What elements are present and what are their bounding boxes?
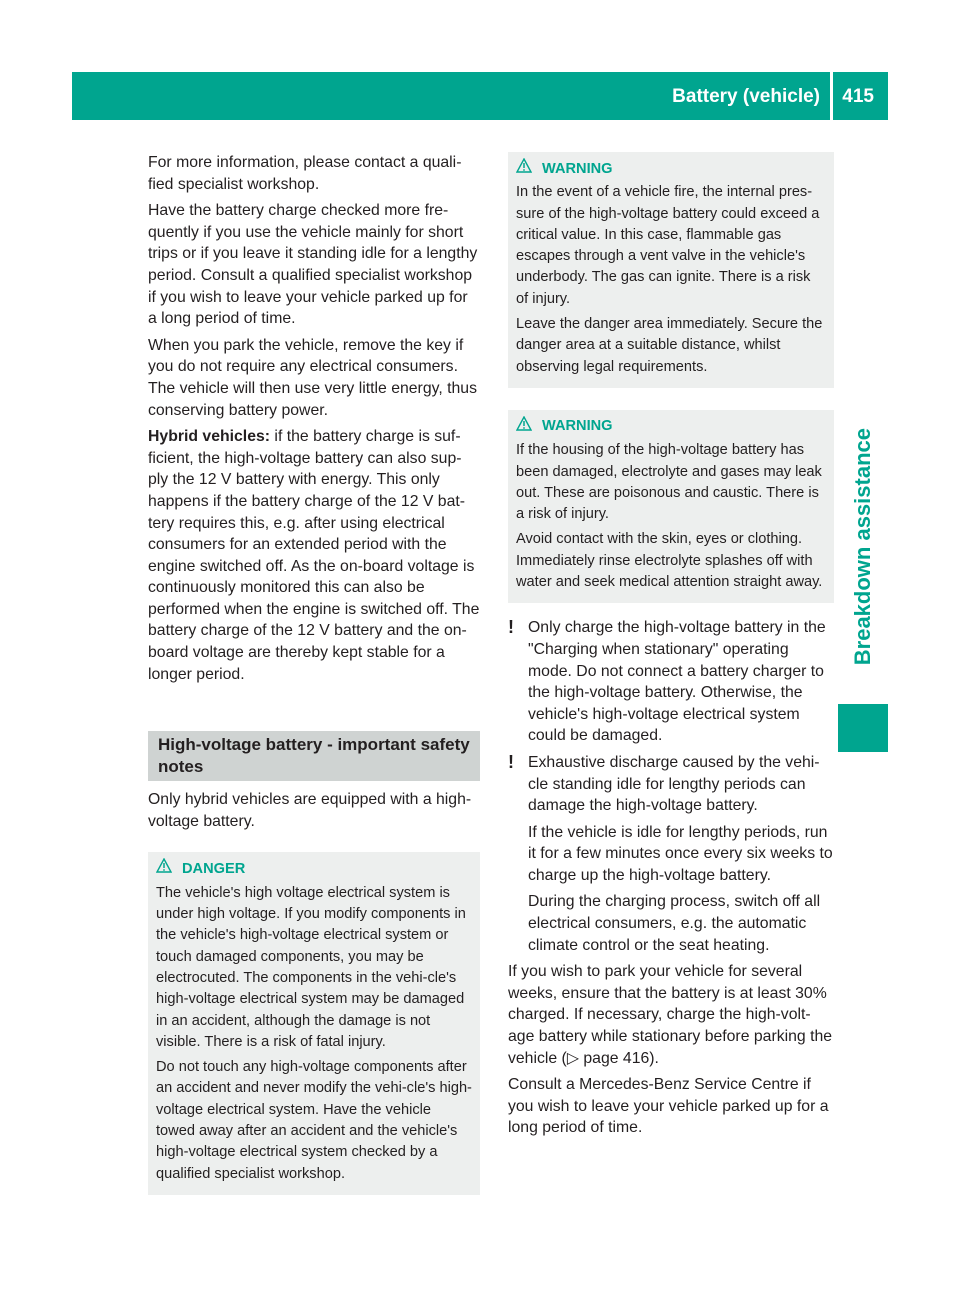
- paragraph: Have the battery charge checked more fre-quently if you use the vehicle mainly for short trips or if you leave it standing idle for a lengthy period. Consult a qualified specialist workshop if you wish to leave your vehicle parked up for a long period of time.: [148, 202, 478, 328]
- left-column: [148, 152, 480, 1209]
- caution-text: Only charge the high-voltage battery in the "Charging when stationary" operating mode. Do not connect a battery charger to the high-voltage battery. Otherwise, the vehicle's high-voltage electrical system could be damaged.: [528, 619, 826, 745]
- caution-text: If the vehicle is idle for lengthy periods, run it for a few minutes once every six weeks to charge up the high-voltage battery.: [528, 823, 833, 884]
- paragraph-hybrid: [148, 426, 480, 685]
- page-header: [72, 72, 888, 120]
- hybrid-label: Hybrid vehicles:: [148, 428, 271, 446]
- danger-notice: [148, 852, 480, 1194]
- paragraph: Only hybrid vehicles are equipped with a high-voltage battery.: [148, 791, 472, 830]
- warning-title: WARNING: [542, 160, 613, 177]
- paragraph-park: If you wish to park your vehicle for several weeks, ensure that the battery is at least 30% charged. If necessary, charge the high-volt-age battery while stationary before parking the vehicle (▷ page 416).: [508, 963, 833, 1067]
- paragraph: When you park the vehicle, remove the key if you do not require any electrical consumers. The vehicle will then use very little energy, thus conserving battery power.: [148, 336, 477, 419]
- caution-text: Exhaustive discharge caused by the vehi-cle standing idle for lengthy periods can damage the high-voltage battery.: [528, 753, 820, 815]
- warning-triangle-icon: [516, 158, 532, 180]
- chapter-title: Battery (vehicle): [672, 86, 820, 107]
- warning-title-row: [516, 158, 826, 180]
- section-heading: High-voltage battery - important safety notes: [148, 731, 480, 781]
- exclamation-icon: !: [508, 617, 514, 638]
- caution-text: During the charging process, switch off all electrical consumers, e.g. the automatic climate control or the seat heating.: [528, 893, 821, 954]
- warning-triangle-icon: [156, 858, 172, 880]
- warning-triangle-icon: [516, 416, 532, 438]
- caution-item: [508, 617, 834, 747]
- warning-text: Avoid contact with the skin, eyes or clothing. Immediately rinse electrolyte splashes off with water and seek medical attention straight away.: [516, 531, 823, 591]
- danger-text: Do not touch any high-voltage components after an accident and never modify the vehi-cle's high-voltage electrical system. Have the vehicle towed away after an accident and the vehicle's high-voltage electrical system checked by a qualified specialist workshop.: [156, 1059, 472, 1182]
- warning-text: If the housing of the high-voltage battery has been damaged, electrolyte and gases may leak out. These are poisonous and caustic. There is a risk of injury.: [516, 442, 822, 523]
- side-tab-label: Breakdown assistance: [850, 428, 875, 666]
- warning-notice-electrolyte: [508, 410, 834, 603]
- page-number: 415: [842, 86, 874, 107]
- paragraph: For more information, please contact a quali-fied specialist workshop.: [148, 154, 462, 193]
- warning-text: In the event of a vehicle fire, the internal pres-sure of the high-voltage battery could exceed a critical value. In this case, flammable gas escapes through a vent valve in the vehicle's underbody. The gas can ignite. There is a risk of injury.: [516, 184, 820, 307]
- side-tab-marker: [838, 704, 888, 752]
- warning-title-row: [516, 416, 826, 438]
- danger-title-row: [156, 858, 472, 880]
- warning-notice-fire: [508, 152, 834, 388]
- side-tab: [838, 428, 888, 698]
- warning-title: WARNING: [542, 418, 613, 435]
- paragraph: Consult a Mercedes-Benz Service Centre if you wish to leave your vehicle parked up for a long period of time.: [508, 1076, 829, 1137]
- caution-item: [508, 752, 834, 956]
- hybrid-text: if the battery charge is suf-ficient, the high-voltage battery can also sup-ply the 12 V battery with energy. This only happens if the battery charge of the 12 V bat-tery requires this, e.g. after using electrical consumers for an extended period with the engine switched off. As the on-board voltage is continuously monitored this can also be performed when the engine is switched off. The battery charge of the 12 V battery and the on-board voltage are thereby kept stable for a longer period.: [148, 428, 480, 683]
- danger-title: DANGER: [182, 860, 246, 877]
- danger-text: The vehicle's high voltage electrical system is under high voltage. If you modify components in the vehicle's high-voltage electrical system or touch damaged components, you may be electrocuted. The components in the vehi-cle's high-voltage electrical system may be damaged in an accident, although the damage is not visible. There is a risk of fatal injury.: [156, 884, 466, 1050]
- right-column: [508, 152, 834, 1144]
- page-reference-link[interactable]: page 416: [583, 1049, 650, 1067]
- header-divider: [830, 72, 833, 120]
- triangle-arrow-icon: ▷: [566, 1049, 584, 1067]
- warning-text: Leave the danger area immediately. Secure the danger area at a suitable distance, whilst observing legal requirements.: [516, 316, 823, 375]
- exclamation-icon: !: [508, 751, 514, 772]
